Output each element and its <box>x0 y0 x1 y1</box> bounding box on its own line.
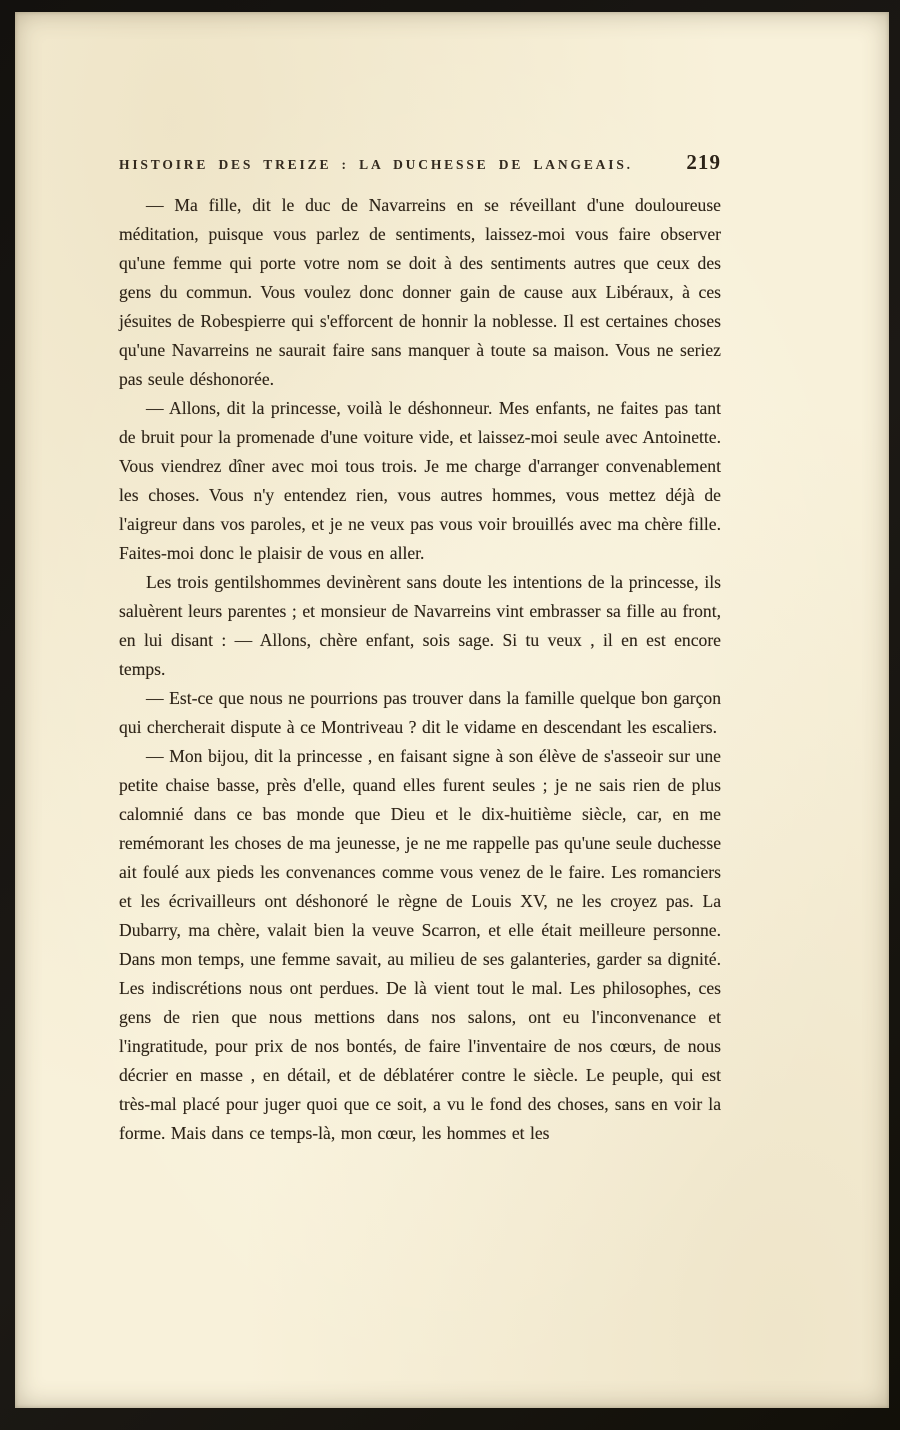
book-page <box>15 12 889 1408</box>
running-head <box>119 150 721 175</box>
body-text <box>119 191 721 1148</box>
page-number: 219 <box>686 150 721 174</box>
paragraph: Les trois gentilshommes devinèrent sans doute les intentions de la princesse, ils saluèrent leurs parentes ; et monsieur de Navarreins vint embrasser sa fille au front, en lui disant : — Allons, chère enfant, sois sage. Si tu veux , il en est encore temps. <box>119 572 721 679</box>
paragraph: — Mon bijou, dit la princesse , en faisant signe à son élève de s'asseoir sur une petite chaise basse, près d'elle, quand elles furent seules ; je ne sais rien de plus calomnié dans ce bas monde que Dieu et le dix-huitième siècle, car, en me remémorant les choses de ma jeunesse, je ne me rappelle pas qu'une seule duchesse ait foulé aux pieds les convenances comme vous venez de le faire. Les romanciers et les écrivailleurs ont déshonoré le règne de Louis XV, ne les croyez pas. La Dubarry, ma chère, valait bien la veuve Scarron, et elle était meilleure personne. Dans mon temps, une femme savait, au milieu de ses galanteries, garder sa dignité. Les indiscrétions nous ont perdues. De là vient tout le mal. Les philosophes, ces gens de rien que nous mettions dans nos salons, ont eu l'inconvenance et l'ingratitude, pour prix de nos bontés, de faire l'inventaire de nos cœurs, de nous décrier en masse , en détail, et de déblatérer contre le siècle. Le peuple, qui est très-mal placé pour juger quoi que ce soit, a vu le fond des choses, sans en voir la forme. Mais dans ce temps-là, mon cœur, les hommes et les <box>119 746 721 1143</box>
paragraph: — Ma fille, dit le duc de Navarreins en se réveillant d'une douloureuse méditation, puisque vous parlez de sentiments, laissez-moi vous faire observer qu'une femme qui porte votre nom se doit à des sentiments autres que ceux des gens du commun. Vous voulez donc donner gain de cause aux Libéraux, à ces jésuites de Robespierre qui s'efforcent de honnir la noblesse. Il est certaines choses qu'une Navarreins ne saurait faire sans manquer à toute sa maison. Vous ne seriez pas seule déshonorée. <box>119 195 721 389</box>
paragraph: — Est-ce que nous ne pourrions pas trouver dans la famille quelque bon garçon qui chercherait dispute à ce Montriveau ? dit le vidame en descendant les escaliers. <box>119 688 721 737</box>
paragraph: — Allons, dit la princesse, voilà le déshonneur. Mes enfants, ne faites pas tant de bruit pour la promenade d'une voiture vide, et laissez-moi seule avec Antoinette. Vous viendrez dîner avec moi tous trois. Je me charge d'arranger convenablement les choses. Vous n'y entendez rien, vous autres hommes, vous mettez déjà de l'aigreur dans vos paroles, et je ne veux pas vous voir brouillés avec ma chère fille. Faites-moi donc le plaisir de vous en aller. <box>119 398 721 563</box>
running-head-title: HISTOIRE DES TREIZE : LA DUCHESSE DE LANGEAIS. <box>119 157 633 172</box>
printed-text-column <box>15 12 889 1148</box>
